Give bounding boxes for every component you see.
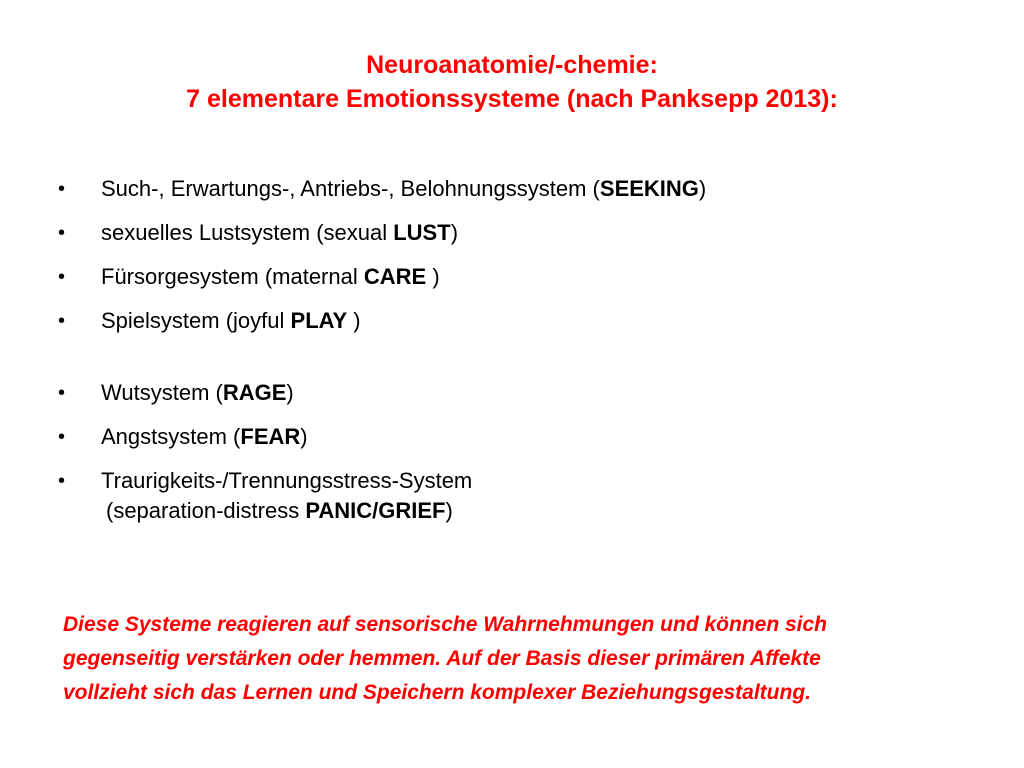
note-line-3: vollzieht sich das Lernen und Speichern komplexer Beziehungsgestaltung. <box>63 681 811 704</box>
list-item-panic-grief <box>58 466 958 526</box>
item-emphasis: PANIC/GRIEF <box>305 498 446 523</box>
title-line-1: Neuroanatomie/-chemie: <box>366 51 658 79</box>
list-item-care <box>58 262 958 292</box>
list-item-fear <box>58 422 958 452</box>
list-item-play <box>58 306 958 336</box>
item-suffix: ) <box>450 220 459 245</box>
bullet-icon: • <box>58 266 66 288</box>
item-emphasis: CARE <box>363 264 427 289</box>
item-suffix: ) <box>300 424 308 449</box>
item-prefix: Angstsystem ( <box>101 424 241 449</box>
note-line-1: Diese Systeme reagieren auf sensorische Wahrnehmungen und können sich <box>63 613 828 636</box>
bullet-icon: • <box>58 310 66 332</box>
title-line-2: 7 elementare Emotionssysteme (nach Panksepp 2013): <box>186 85 838 113</box>
item-suffix: ) <box>286 380 294 405</box>
item-prefix: sexuelles Lustsystem (sexual <box>101 220 394 245</box>
item-suffix: ) <box>347 308 361 333</box>
item-suffix: ) <box>445 498 453 523</box>
list-item-rage <box>58 378 958 408</box>
item-text <box>101 218 958 248</box>
bullet-icon: • <box>58 426 66 448</box>
list-item-seeking <box>58 174 958 204</box>
bullet-list <box>58 174 958 540</box>
item-text <box>101 378 958 408</box>
item-text <box>101 306 958 336</box>
item-text <box>101 422 958 452</box>
item-emphasis: PLAY <box>290 308 348 333</box>
slide-title <box>0 48 1024 116</box>
item-prefix: Fürsorgesystem (maternal <box>101 264 364 289</box>
bullet-icon: • <box>58 222 66 244</box>
item-text-line-2 <box>101 496 958 526</box>
item-prefix: (separation-distress <box>106 498 306 523</box>
bullet-icon: • <box>58 470 66 492</box>
item-emphasis: FEAR <box>240 424 301 449</box>
item-prefix: Such-, Erwartungs-, Antriebs-, Belohnungssystem ( <box>101 176 600 201</box>
note-line-2: gegenseitig verstärken oder hemmen. Auf der Basis dieser primären Affekte <box>63 647 821 670</box>
bullet-icon: • <box>58 178 66 200</box>
item-suffix: ) <box>426 264 440 289</box>
item-prefix: Wutsystem ( <box>101 380 223 405</box>
item-emphasis: SEEKING <box>599 176 699 201</box>
item-emphasis: RAGE <box>222 380 287 405</box>
list-item-lust <box>58 218 958 248</box>
item-suffix: ) <box>698 176 707 201</box>
bullet-icon: • <box>58 382 66 404</box>
item-text-line-1: Traurigkeits-/Trennungsstress-System <box>101 468 473 493</box>
item-text <box>101 174 958 204</box>
item-text <box>101 262 958 292</box>
item-emphasis: LUST <box>393 220 451 245</box>
summary-note <box>63 608 983 710</box>
item-prefix: Spielsystem (joyful <box>101 308 291 333</box>
